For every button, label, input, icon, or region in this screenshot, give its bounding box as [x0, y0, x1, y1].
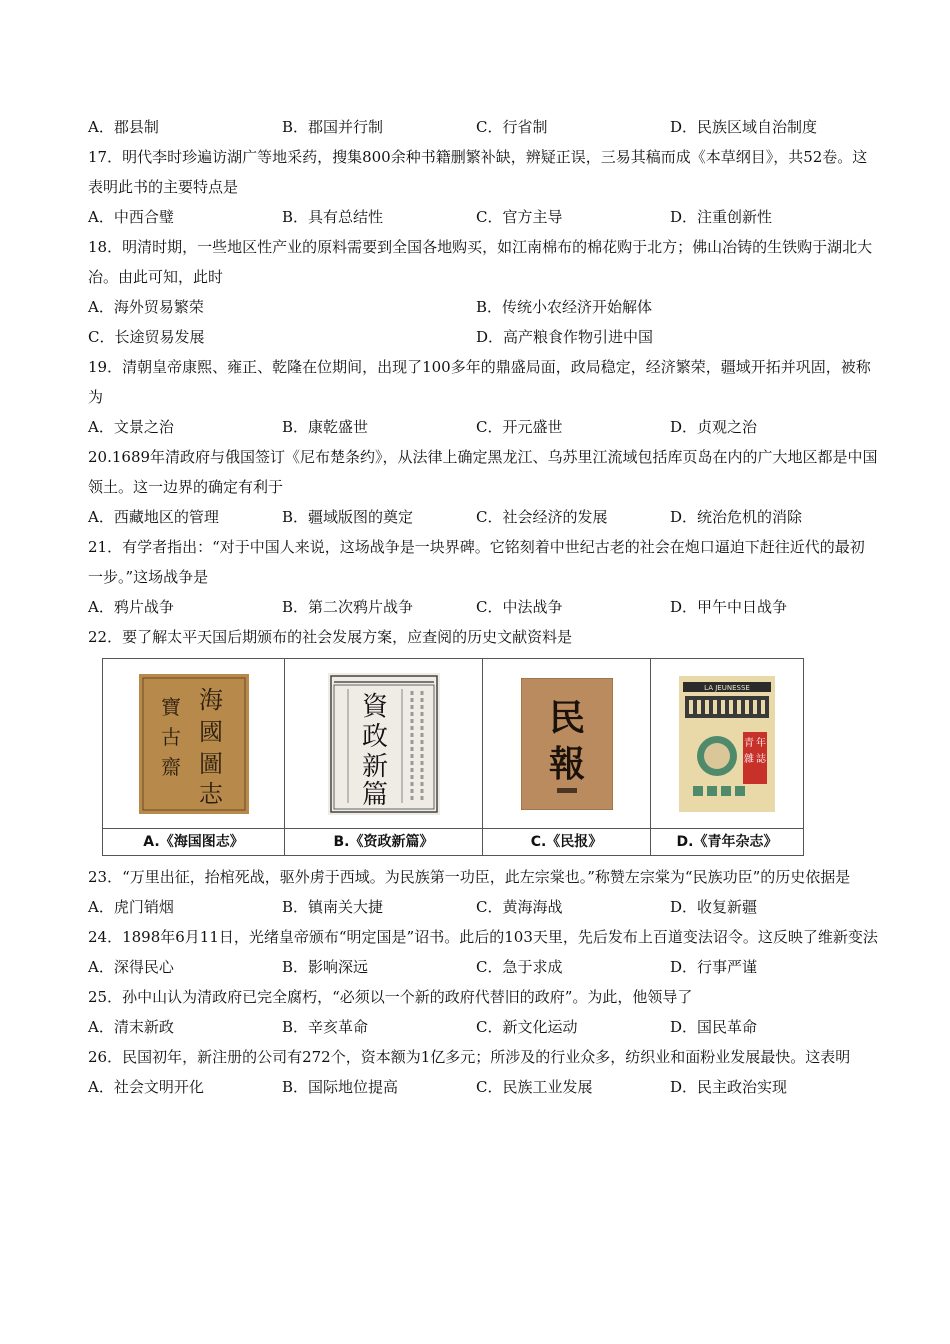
- q25-option-d[interactable]: D．国民革命: [670, 1018, 758, 1036]
- q24-option-b[interactable]: B．影响深远: [282, 958, 369, 976]
- q26-stem: 26．民国初年，新注册的公司有272个，资本额为1亿多元；所涉及的行业众多，纺织业和面粉业发展最快。这表明: [88, 1048, 851, 1066]
- q22-cell-b[interactable]: [285, 659, 483, 855]
- cover-d-char-1: 青: [744, 737, 754, 749]
- q17-option-d[interactable]: D．注重创新性: [670, 208, 773, 226]
- q23-options: [88, 892, 878, 922]
- q22-cell-d[interactable]: [651, 659, 803, 855]
- q20-stem: 20.1689年清政府与俄国签订《尼布楚条约》，从法律上确定黑龙江、乌苏里江流域包括库页岛在内的广大地区都是中国领土。这一边界的确定有利于: [88, 448, 878, 496]
- minbao-cover: [521, 678, 613, 810]
- q17-option-c[interactable]: C．官方主导: [476, 208, 563, 226]
- q22-caption-b: B.《资政新篇》: [285, 828, 482, 855]
- q25-options: [88, 1012, 878, 1042]
- cover-b-char-3: 新: [361, 751, 388, 782]
- cover-d-char-3: 雜: [744, 753, 754, 765]
- q20-option-c[interactable]: C．社会经济的发展: [476, 508, 608, 526]
- q24-option-a[interactable]: A．深得民心: [88, 958, 174, 976]
- q21-option-c[interactable]: C．中法战争: [476, 598, 563, 616]
- qingnian-zazhi-cover: [679, 676, 775, 812]
- q18-option-b[interactable]: B．传统小农经济开始解体: [476, 298, 653, 316]
- q26-option-a[interactable]: A．社会文明开化: [88, 1078, 204, 1096]
- q20-option-a[interactable]: A．西藏地区的管理: [88, 508, 219, 526]
- q18-option-d[interactable]: D．高产粮食作物引进中国: [476, 328, 654, 346]
- q22-figure-table: [102, 658, 804, 856]
- q25-option-a[interactable]: A．清末新政: [88, 1018, 174, 1036]
- q26-options: [88, 1072, 878, 1102]
- q26-option-c[interactable]: C．民族工业发展: [476, 1078, 593, 1096]
- cover-a-char-4: 志: [198, 779, 223, 808]
- q19-option-a[interactable]: A．文景之治: [88, 418, 174, 436]
- q22-caption-c: C.《民报》: [483, 828, 650, 855]
- cover-b-char-1: 資: [361, 691, 388, 722]
- q23-option-a[interactable]: A．虎门销烟: [88, 898, 174, 916]
- cover-a-char-6: 古: [160, 724, 181, 749]
- q18-options: [88, 292, 878, 352]
- q16-option-b[interactable]: B．郡国并行制: [282, 118, 384, 136]
- q16-option-c[interactable]: C．行省制: [476, 118, 548, 136]
- q21-option-b[interactable]: B．第二次鸦片战争: [282, 598, 414, 616]
- q18-option-a[interactable]: A．海外贸易繁荣: [88, 298, 204, 316]
- q24-option-c[interactable]: C．急于求成: [476, 958, 563, 976]
- q22-stem: 22．要了解太平天国后期颁布的社会发展方案，应查阅的历史文献资料是: [88, 628, 573, 646]
- q17-option-b[interactable]: B．具有总结性: [282, 208, 384, 226]
- q22-cell-a[interactable]: [103, 659, 285, 855]
- cover-d-char-2: 年: [756, 737, 766, 749]
- q19-option-d[interactable]: D．贞观之治: [670, 418, 758, 436]
- q17-stem: 17．明代李时珍遍访湖广等地采药，搜集800余种书籍删繁补缺，辨疑正误，三易其稿而成《本草纲目》，共52卷。这表明此书的主要特点是: [88, 148, 868, 196]
- cover-a-char-2: 國: [198, 717, 223, 746]
- q18-stem: 18．明清时期，一些地区性产业的原料需要到全国各地购买，如江南棉布的棉花购于北方；佛山冶铸的生铁购于湖北大冶。由此可知，此时: [88, 238, 873, 286]
- q23-option-c[interactable]: C．黄海海战: [476, 898, 563, 916]
- cover-c-char-1: 民: [548, 696, 585, 739]
- cover-a-char-1: 海: [198, 685, 223, 714]
- q21-option-a[interactable]: A．鸦片战争: [88, 598, 174, 616]
- q22-cell-c[interactable]: [483, 659, 651, 855]
- q20-options: [88, 502, 878, 532]
- q22-caption-a: A.《海国图志》: [103, 828, 284, 855]
- q25-option-b[interactable]: B．辛亥革命: [282, 1018, 369, 1036]
- q24-option-d[interactable]: D．行事严谨: [670, 958, 758, 976]
- q26-option-b[interactable]: B．国际地位提高: [282, 1078, 399, 1096]
- cover-a-char-5: 寶: [160, 694, 181, 719]
- cover-c-char-2: 報: [548, 742, 585, 785]
- q21-stem: 21．有学者指出：“对于中国人来说，这场战争是一块界碑。它铭刻着中世纪古老的社会在炮口逼迫下赶往近代的最初一步。”这场战争是: [88, 538, 865, 586]
- q24-options: [88, 952, 878, 982]
- cover-a-char-3: 圖: [198, 749, 223, 778]
- cover-b-char-2: 政: [361, 721, 388, 752]
- q20-option-d[interactable]: D．统治危机的消除: [670, 508, 803, 526]
- q19-option-c[interactable]: C．开元盛世: [476, 418, 563, 436]
- q26-option-d[interactable]: D．民主政治实现: [670, 1078, 788, 1096]
- q17-option-a[interactable]: A．中西合璧: [88, 208, 174, 226]
- q23-stem: 23．“万里出征，抬棺死战，驱外虏于西域。为民族第一功臣，此左宗棠也。”称赞左宗棠为“民族功臣”的历史依据是: [88, 868, 851, 886]
- q20-option-b[interactable]: B．疆域版图的奠定: [282, 508, 414, 526]
- q23-option-d[interactable]: D．收复新疆: [670, 898, 758, 916]
- q16-option-d[interactable]: D．民族区域自治制度: [670, 118, 818, 136]
- q23-option-b[interactable]: B．镇南关大捷: [282, 898, 384, 916]
- q19-stem: 19．清朝皇帝康熙、雍正、乾隆在位期间，出现了100多年的鼎盛局面，政局稳定，经济繁荣，疆域开拓并巩固，被称为: [88, 358, 871, 406]
- exam-page: [88, 112, 878, 1102]
- q21-options: [88, 592, 878, 622]
- cover-d-char-4: 誌: [756, 753, 766, 765]
- q16-option-a[interactable]: A．郡县制: [88, 118, 159, 136]
- haiguo-tuzhi-cover: [139, 674, 249, 814]
- zizheng-xinpian-cover: [328, 673, 440, 815]
- cover-b-char-4: 篇: [361, 779, 388, 810]
- cover-d-title: LA JEUNESSE: [704, 683, 750, 692]
- cover-a-char-7: 齋: [160, 754, 181, 779]
- q17-options: [88, 202, 878, 232]
- q22-caption-d: D.《青年杂志》: [651, 828, 803, 855]
- q24-stem: 24．1898年6月11日，光绪皇帝颁布“明定国是”诏书。此后的103天里，先后发布上百道变法诏令。这反映了维新变法: [88, 928, 878, 946]
- q19-option-b[interactable]: B．康乾盛世: [282, 418, 369, 436]
- q21-option-d[interactable]: D．甲午中日战争: [670, 598, 788, 616]
- q19-options: [88, 412, 878, 442]
- q25-stem: 25．孙中山认为清政府已完全腐朽，“必须以一个新的政府代替旧的政府”。为此，他领导了: [88, 988, 693, 1006]
- q25-option-c[interactable]: C．新文化运动: [476, 1018, 578, 1036]
- q18-option-c[interactable]: C．长途贸易发展: [88, 328, 205, 346]
- q16-options: [88, 112, 878, 142]
